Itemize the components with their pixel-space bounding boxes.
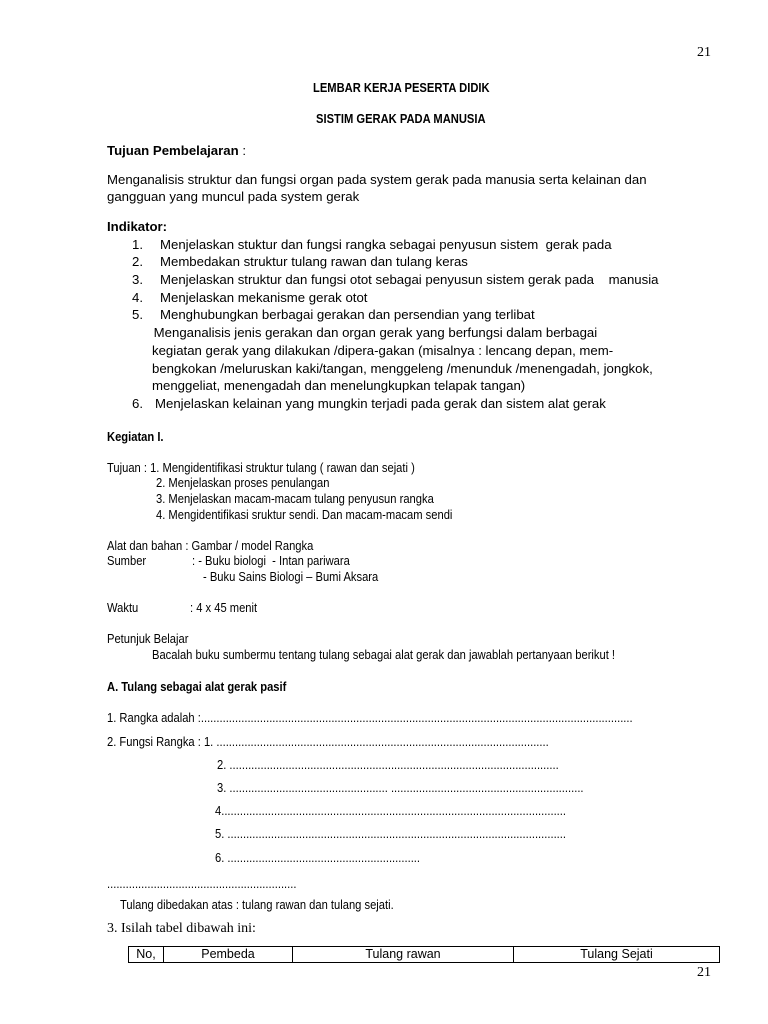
question-2-line-2: 2. .......................................................................................................... [217, 757, 559, 772]
question-1: 1. Rangka adalah :........................................................................................................................................... [107, 710, 633, 725]
question-2-line-4: 4............................................................................................................... [215, 803, 567, 818]
table-header-no: No, [129, 947, 164, 963]
tujuan-colon: : [238, 143, 246, 158]
tujuan-heading: Tujuan Pembelajaran [107, 143, 239, 158]
tulang-dibedakan: Tulang dibedakan atas : tulang rawan dan tulang sejati. [120, 897, 394, 912]
indikator-paragraph-line-1: Menganalisis jenis gerakan dan organ gerak yang berfungsi dalam berbagai [150, 325, 598, 340]
alat-bahan: Alat dan bahan : Gambar / model Rangka [107, 538, 314, 553]
kegiatan-tujuan-line-4: 4. Mengidentifikasi sruktur sendi. Dan macam-macam sendi [156, 507, 453, 522]
tujuan-heading-row [107, 143, 246, 158]
waktu-label: Waktu [107, 600, 139, 615]
kegiatan-tujuan-line-1: Tujuan : 1. Mengidentifikasi struktur tulang ( rawan dan sejati ) [107, 460, 415, 475]
waktu-value: : 4 x 45 menit [190, 600, 258, 615]
indikator-heading: Indikator: [107, 219, 168, 234]
indikator-item-3: Menjelaskan struktur dan fungsi otot sebagai penyusun sistem gerak pada manusia [160, 272, 659, 287]
question-3: 3. Isilah tabel dibawah ini: [107, 921, 256, 936]
indikator-paragraph-line-3: bengkokan /meluruskan kaki/tangan, menggeleng /menunduk /menengadah, jongkok, [152, 361, 653, 376]
indikator-item-5: Menghubungkan berbagai gerakan dan persendian yang terlibat [160, 307, 535, 322]
page-number-bottom: 21 [697, 965, 711, 980]
kegiatan-tujuan-line-3: 3. Menjelaskan macam-macam tulang penyusun rangka [156, 491, 434, 506]
sumber-label: Sumber [107, 553, 147, 568]
document-subtitle: SISTIM GERAK PADA MANUSIA [316, 111, 486, 126]
kegiatan-tujuan-line-2: 2. Menjelaskan proses penulangan [156, 475, 330, 490]
petunjuk-label: Petunjuk Belajar [107, 631, 189, 646]
indikator-num-4: 4. [132, 290, 143, 305]
document-title: LEMBAR KERJA PESERTA DIDIK [313, 80, 490, 95]
question-2-line-6: 6. .............................................................. [215, 850, 421, 865]
table-header-tulang-rawan: Tulang rawan [293, 947, 514, 963]
table-header-pembeda: Pembeda [164, 947, 293, 963]
tujuan-text-line-2: gangguan yang muncul pada system gerak [107, 189, 360, 204]
indikator-item-4: Menjelaskan mekanisme gerak otot [160, 290, 368, 305]
indikator-num-5: 5. [132, 307, 143, 322]
indikator-paragraph-line-2: kegiatan gerak yang dilakukan /dipera-gakan (misalnya : lencang depan, mem- [152, 343, 614, 358]
page-number-top: 21 [697, 45, 711, 60]
sumber-line-2: - Buku Sains Biologi – Bumi Aksara [203, 569, 379, 584]
indikator-paragraph-line-4: menggeliat, menengadah dan menelungkupkan telapak tangan) [152, 378, 526, 393]
indikator-item-1: Menjelaskan stuktur dan fungsi rangka sebagai penyusun sistem gerak pada [160, 237, 612, 252]
table-header-tulang-sejati: Tulang Sejati [514, 947, 720, 963]
comparison-table [128, 946, 720, 963]
indikator-num-3: 3. [132, 272, 143, 287]
sumber-line-1: : - Buku biologi - Intan pariwara [192, 553, 350, 568]
question-2-line-5: 5. ............................................................................................................. [215, 826, 567, 841]
dots-line: ............................................................. [107, 876, 297, 891]
tujuan-text-line-1: Menganalisis struktur dan fungsi organ pada system gerak pada manusia serta kelainan dan [107, 172, 647, 187]
indikator-item-6: Menjelaskan kelainan yang mungkin terjadi pada gerak dan sistem alat gerak [155, 396, 606, 411]
indikator-item-2: Membedakan struktur tulang rawan dan tulang keras [160, 254, 468, 269]
petunjuk-text: Bacalah buku sumbermu tentang tulang sebagai alat gerak dan jawablah pertanyaan berikut ! [152, 647, 616, 662]
question-2-line-1: 2. Fungsi Rangka : 1. ........................................................................................................... [107, 734, 549, 749]
question-2-line-3: 3. ................................................... .............................................................. [217, 780, 584, 795]
table-header-row [129, 947, 720, 963]
indikator-num-1: 1. [132, 237, 143, 252]
indikator-num-6: 6. [132, 396, 143, 411]
indikator-num-2: 2. [132, 254, 143, 269]
section-a-heading: A. Tulang sebagai alat gerak pasif [107, 679, 287, 694]
kegiatan-heading: Kegiatan I. [107, 429, 164, 444]
